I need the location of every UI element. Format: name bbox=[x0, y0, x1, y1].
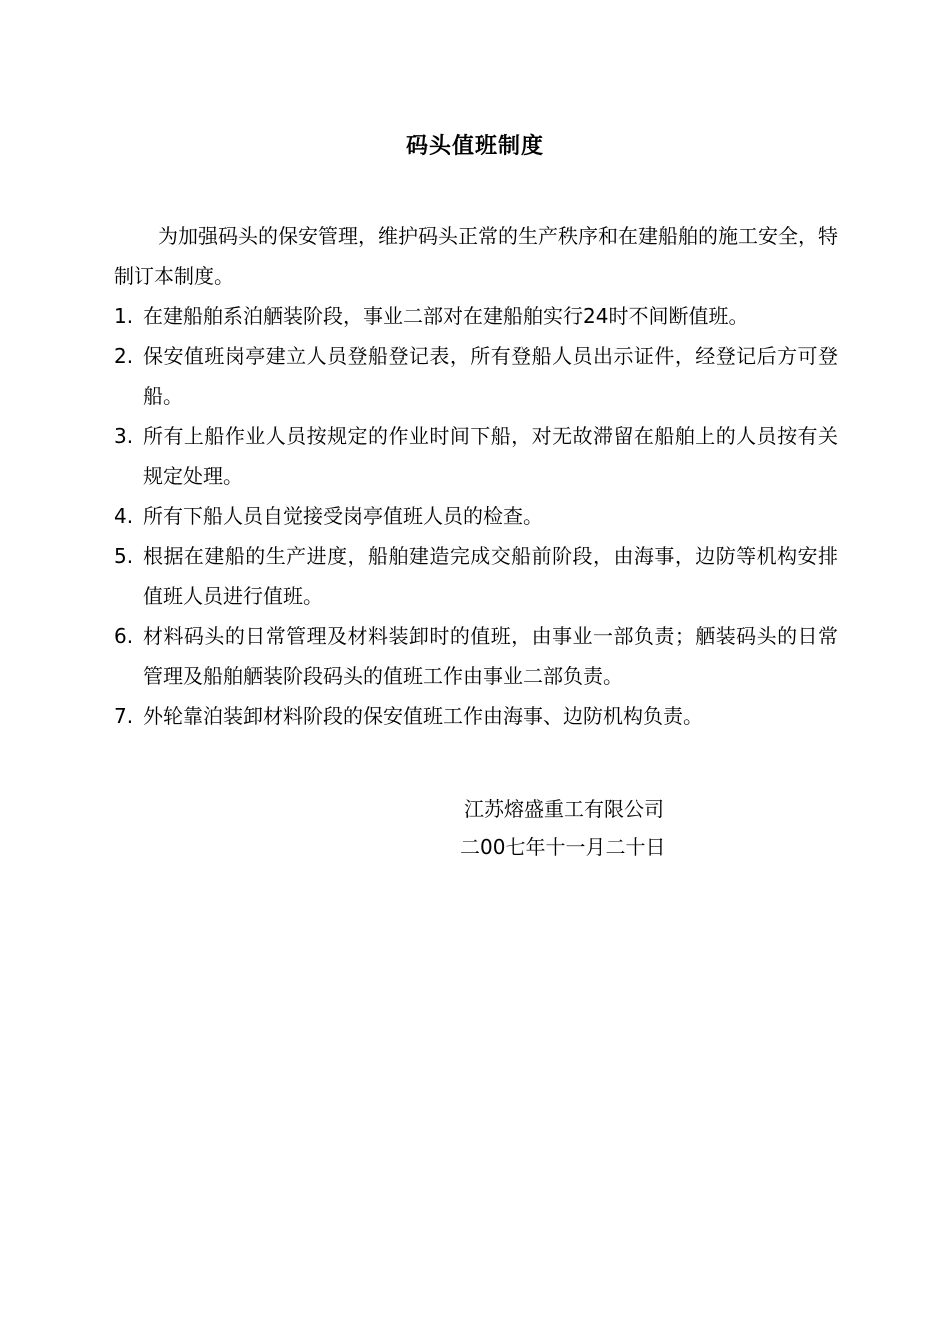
list-item bbox=[114, 496, 838, 536]
list-item bbox=[114, 536, 838, 616]
item-text: 在建船舶系泊舾装阶段，事业二部对在建船舶实行24时不间断值班。 bbox=[143, 304, 749, 328]
item-number: 7. bbox=[114, 704, 134, 728]
list-item bbox=[114, 336, 838, 416]
signature-block bbox=[460, 790, 720, 866]
list-item bbox=[114, 296, 838, 336]
item-number: 5. bbox=[114, 544, 134, 568]
list-item bbox=[114, 616, 838, 696]
document-body bbox=[114, 216, 838, 736]
signature-company: 江苏熔盛重工有限公司 bbox=[464, 797, 664, 821]
list-item bbox=[114, 416, 838, 496]
item-text: 根据在建船的生产进度，船舶建造完成交船前阶段，由海事，边防等机构安排值班人员进行值班。 bbox=[143, 544, 838, 608]
intro-paragraph: 为加强码头的保安管理，维护码头正常的生产秩序和在建船舶的施工安全，特制订本制度。 bbox=[114, 224, 838, 288]
item-text: 所有上船作业人员按规定的作业时间下船，对无故滞留在船舶上的人员按有关规定处理。 bbox=[143, 424, 838, 488]
signature-date: 二00七年十一月二十日 bbox=[460, 835, 666, 859]
item-number: 2. bbox=[114, 344, 134, 368]
item-number: 4. bbox=[114, 504, 134, 528]
document-title: 码头值班制度 bbox=[405, 134, 544, 159]
item-text: 材料码头的日常管理及材料装卸时的值班，由事业一部负责；舾装码头的日常管理及船舶舾装阶段码头的值班工作由事业二部负责。 bbox=[143, 624, 838, 688]
item-number: 1. bbox=[114, 304, 134, 328]
item-text: 外轮靠泊装卸材料阶段的保安值班工作由海事、边防机构负责。 bbox=[143, 704, 703, 728]
item-text: 保安值班岗亭建立人员登船登记表，所有登船人员出示证件，经登记后方可登船。 bbox=[143, 344, 838, 408]
item-text: 所有下船人员自觉接受岗亭值班人员的检查。 bbox=[143, 504, 543, 528]
item-number: 6. bbox=[114, 624, 134, 648]
item-number: 3. bbox=[114, 424, 134, 448]
list-item bbox=[114, 696, 838, 736]
rules-list bbox=[114, 296, 838, 736]
